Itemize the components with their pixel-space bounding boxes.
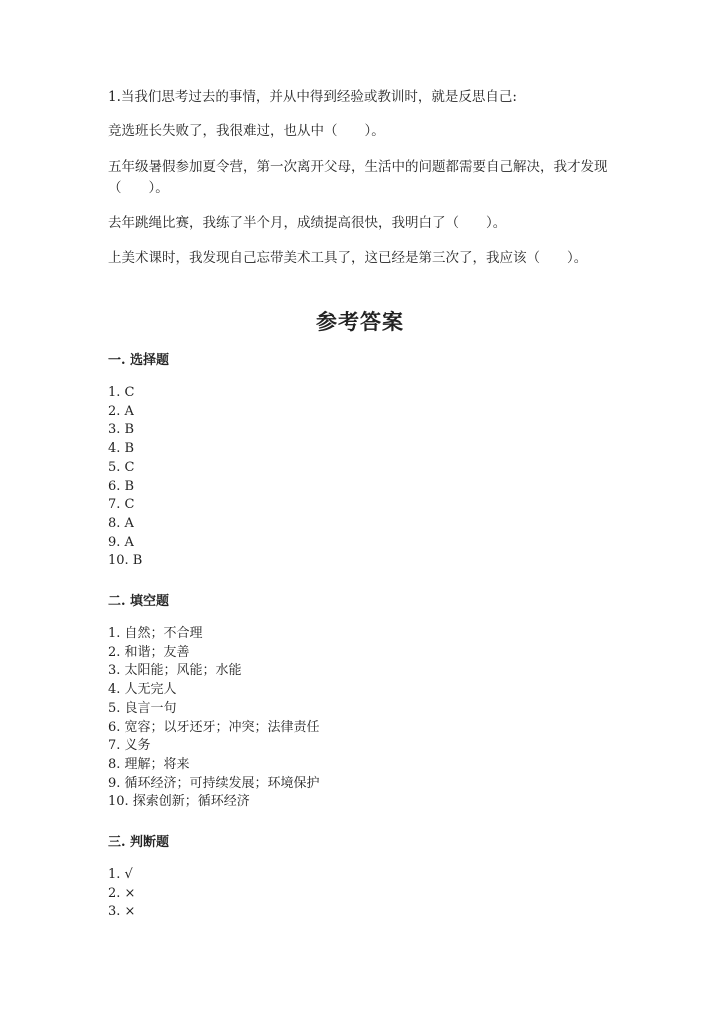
section-heading-fill: 二. 填空题: [108, 594, 170, 609]
answer-item: 10. B: [108, 553, 143, 569]
answer-item: 7. 义务: [108, 738, 151, 754]
answer-item: 10. 探索创新；循环经济: [108, 794, 250, 810]
answer-item: 1. √: [108, 867, 133, 882]
answer-key-title: 参考答案: [316, 309, 404, 334]
question-intro: 1.当我们思考过去的事情，并从中得到经验或教训时，就是反思自己:: [108, 89, 517, 105]
answer-list-judge: [108, 866, 135, 922]
answer-item: 4. 人无完人: [108, 682, 177, 698]
question-item-3: 去年跳绳比赛，我练了半个月，成绩提高很快，我明白了（ ）。: [108, 215, 507, 231]
answer-list-choice: [108, 384, 142, 571]
answer-item: 6. 宽容；以牙还牙；冲突；法律责任: [108, 719, 320, 735]
answer-item: 7. C: [108, 497, 135, 513]
answer-list-fill: [108, 625, 320, 812]
answer-item: 2. A: [108, 403, 134, 419]
answer-item: 3. B: [108, 422, 135, 438]
answer-item: 9. 循环经济；可持续发展；环境保护: [108, 775, 320, 791]
answer-item: 1. C: [108, 385, 135, 400]
answer-item: 1. 自然；不合理: [108, 626, 203, 641]
answer-item: 8. 理解；将来: [108, 756, 190, 772]
answer-item: 4. B: [108, 441, 135, 457]
question-item-1: 竞选班长失败了，我很难过，也从中（ ）。: [108, 123, 385, 139]
answer-item: 5. 良言一句: [108, 700, 177, 716]
section-heading-judge: 三. 判断题: [108, 835, 170, 850]
section-heading-choice: 一. 选择题: [108, 353, 170, 368]
answer-item: 2. 和谐；友善: [108, 644, 190, 660]
question-item-4: 上美术课时，我发现自己忘带美术工具了，这已经是第三次了，我应该（ ）。: [108, 250, 588, 266]
answer-item: 3. ×: [108, 904, 136, 920]
question-item-2: 五年级暑假参加夏令营，第一次离开父母，生活中的问题都需要自己解决，我才发现（ ）。: [108, 159, 608, 196]
answer-item: 2. ×: [108, 885, 136, 901]
answer-item: 9. A: [108, 534, 134, 550]
answer-item: 8. A: [108, 515, 134, 531]
answer-item: 3. 太阳能；风能；水能: [108, 663, 242, 679]
answer-item: 5. C: [108, 459, 135, 475]
answer-item: 6. B: [108, 478, 135, 494]
